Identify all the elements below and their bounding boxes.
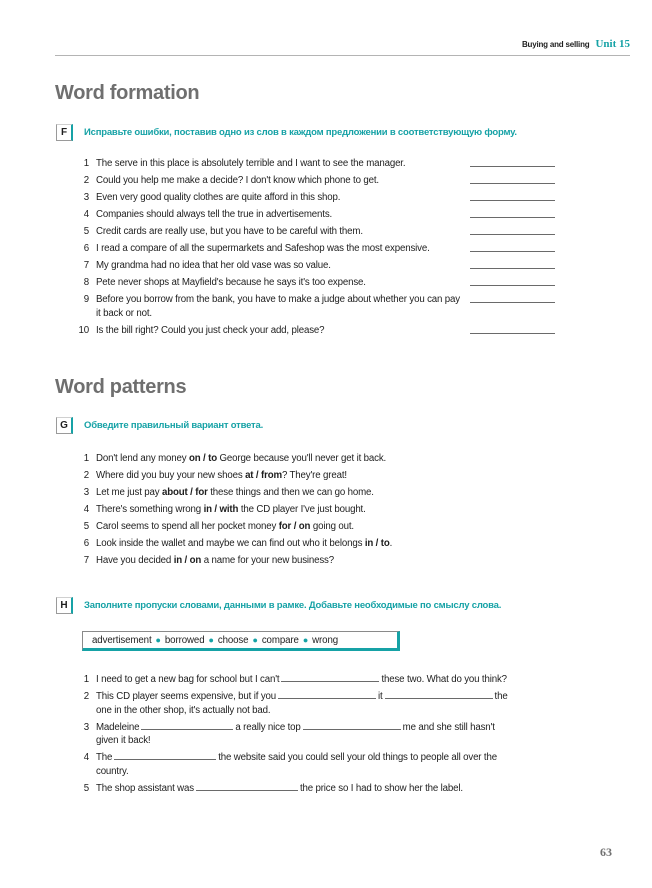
item-text: . [389,538,393,549]
list-item [70,520,516,534]
item-text: a name for your new business? [201,555,334,566]
item-number: 9 [83,294,89,305]
item-text: The [96,752,113,763]
task-h-instruction: Заполните пропуски словами, данными в рамке. Добавьте необходимые по смыслу слова. [84,600,502,611]
item-number: 5 [83,521,89,532]
task-f-instruction: Исправьте ошибки, поставив одно из слов в каждом предложении в соответствующую форму. [84,127,517,138]
task-f-header [56,124,517,141]
list-item [70,293,466,320]
word-box [82,631,400,651]
list-item [70,174,466,188]
task-g-list [70,452,516,568]
task-f-letter: F [56,124,73,141]
item-number: 4 [83,504,89,515]
word-box-item: advertisement [92,634,152,646]
item-number: 6 [83,538,89,549]
answer-blank[interactable] [470,333,555,334]
list-item [70,157,466,171]
item-text: the price so I had to show her the label. [299,782,463,794]
item-text: Carol seems to spend all her pocket money [96,521,279,532]
item-text: Madeleine [96,721,140,733]
item-text: going out. [310,521,354,532]
task-f-list [70,157,466,337]
choice-options[interactable]: in / on [173,555,202,566]
answer-blank[interactable] [278,698,376,699]
answer-blank[interactable] [141,729,233,730]
item-text: me and she still hasn't given it back! [96,721,495,746]
item-number: 2 [83,470,89,481]
item-number: 6 [83,243,89,254]
list-item [70,208,466,222]
list-item [70,259,466,273]
item-number: 1 [83,453,89,464]
item-text: it [378,691,383,702]
running-head-unit: Unit 15 [595,38,630,50]
item-text: Before you borrow from the bank, you have to make a judge about whether you can pay it back or not. [96,294,460,319]
item-text: There's something wrong [96,504,204,515]
item-text: Let me just pay [96,487,162,498]
list-item [70,276,466,290]
list-item [70,242,466,256]
task-g-instruction: Обведите правильный вариант ответа. [84,420,264,431]
choice-options[interactable]: in / to [364,538,390,549]
answer-blank[interactable] [470,268,555,269]
task-h-letter: H [56,597,73,614]
list-item [70,324,466,338]
section-title-word-patterns: Word patterns [55,376,187,398]
page-number: 63 [600,845,612,859]
item-number: 3 [83,487,89,498]
answer-blank[interactable] [470,251,555,252]
list-item [70,690,516,717]
word-box-item: choose [217,634,249,646]
item-text: Credit cards are really use, but you have to be careful with them. [96,226,363,237]
item-text: This CD player seems expensive, but if you [96,691,276,702]
item-text: Could you help me make a decide? I don't know which phone to get. [96,175,379,186]
answer-blank[interactable] [281,681,379,682]
list-item [70,751,516,778]
answer-blank[interactable] [470,285,555,286]
item-number: 2 [83,691,89,702]
choice-options[interactable]: on / to [188,453,217,464]
item-text: The shop assistant was [96,782,194,794]
item-text: George because you'll never get it back. [216,453,387,464]
item-text: Look inside the wallet and maybe we can find out who it belongs [96,538,365,549]
bullet-icon: ● [252,635,258,645]
item-number: 1 [83,158,89,169]
item-text: Don't lend any money [96,453,189,464]
item-text: Is the bill right? Could you just check your add, please? [96,324,325,336]
answer-blank[interactable] [470,217,555,218]
item-text: I need to get a new bag for school but I can't [96,674,280,685]
item-text: I read a compare of all the supermarkets and Safeshop was the most expensive. [96,243,430,254]
answer-blank[interactable] [114,759,216,760]
item-text: My grandma had no idea that her old vase was so value. [96,260,331,271]
item-text: The serve in this place is absolutely terrible and I want to see the manager. [96,158,406,169]
choice-options[interactable]: at / from [245,470,282,481]
list-item [70,673,516,687]
list-item [70,225,466,239]
item-text: Pete never shops at Mayfield's because he says it's too expense. [96,277,366,288]
item-number: 4 [83,752,89,763]
item-number: 5 [83,226,89,237]
task-g-header [56,417,263,434]
answer-blank[interactable] [470,166,555,167]
list-item [70,537,516,551]
item-text: ? They're great! [281,470,347,481]
item-text: Companies should always tell the true in advertisements. [96,209,333,220]
bullet-icon: ● [302,635,309,645]
item-text: the website said you could sell your old things to people all over the country. [96,752,497,777]
header-rule [55,55,630,56]
answer-blank[interactable] [470,183,555,184]
item-number: 8 [83,277,89,288]
item-text: these things and then we can go home. [207,487,374,498]
list-item [70,486,516,500]
list-item [70,782,516,796]
item-text: the one in the other shop, it's actually not bad. [96,691,508,716]
item-text: a really nice top [235,721,301,733]
bullet-icon: ● [208,635,214,645]
answer-blank[interactable] [470,200,555,201]
word-box-item: compare [261,634,299,646]
list-item [70,469,516,483]
word-box-item: borrowed [164,634,205,646]
task-h-header [56,597,501,614]
word-box-item: wrong [312,634,339,646]
item-text: these two. What do you think? [381,674,507,685]
task-g-letter: G [56,417,73,434]
item-number: 7 [83,555,89,566]
item-number: 7 [83,260,89,271]
list-item [70,721,516,748]
answer-blank[interactable] [385,698,493,699]
section-title-word-formation: Word formation [55,82,200,104]
list-item [70,452,516,466]
choice-options[interactable]: about / for [162,487,208,498]
task-h-list [70,673,516,795]
answer-blank[interactable] [303,729,401,730]
item-text: Even very good quality clothes are quite afford in this shop. [96,192,341,203]
choice-options[interactable]: in / with [203,504,239,515]
list-item [70,191,466,205]
item-number: 4 [83,209,89,220]
item-text: the CD player I've just bought. [238,504,366,515]
choice-options[interactable]: for / on [278,521,311,532]
item-text: Have you decided [96,555,174,566]
answer-blank[interactable] [470,302,555,303]
item-number: 2 [83,175,89,186]
bullet-icon: ● [155,635,161,645]
item-number: 3 [83,721,89,733]
list-item [70,554,516,568]
list-item [70,503,516,517]
answer-blank[interactable] [196,790,298,791]
running-head [522,38,630,50]
item-number: 3 [83,192,89,203]
item-text: Where did you buy your new shoes [96,470,246,481]
item-number: 5 [83,782,89,794]
item-number: 1 [83,674,89,685]
item-number: 10 [78,324,89,336]
running-head-topic: Buying and selling [521,40,590,49]
answer-blank[interactable] [470,234,555,235]
